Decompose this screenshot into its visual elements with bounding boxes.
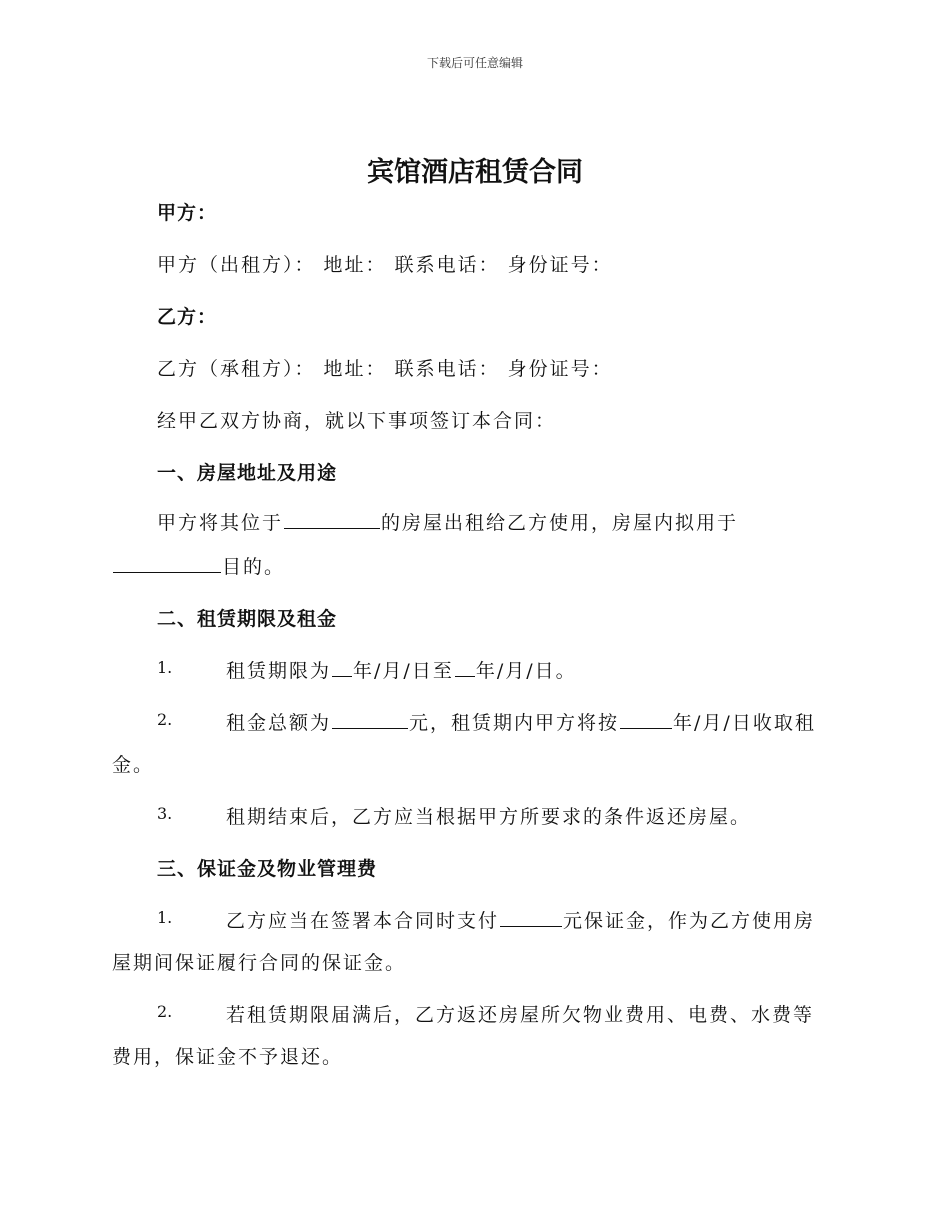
section2-item2-line2: 金。 (112, 754, 155, 776)
section2-item2-text-a: 租金总额为 (226, 712, 332, 734)
party-a-heading: 甲方： (157, 202, 218, 224)
section2-item3-number: 3. (157, 804, 173, 823)
party-b-heading: 乙方： (157, 306, 218, 328)
section3-heading: 三、保证金及物业管理费 (157, 858, 378, 880)
end-date-blank[interactable] (455, 675, 475, 677)
intro-text: 经甲乙双方协商，就以下事项签订本合同： (157, 410, 557, 432)
section3-item2-number: 2. (157, 1002, 173, 1021)
section1-line2 (112, 552, 285, 579)
start-date-blank[interactable] (332, 675, 352, 677)
party-a-detail: 甲方（出租方）： 地址： 联系电话： 身份证号： (157, 254, 613, 276)
section1-line1 (157, 508, 738, 535)
section2-item1-text-a: 租赁期限为 (226, 660, 332, 682)
section2-item2-text-b: 元，租赁期内甲方将按 (409, 712, 620, 734)
section2-item1 (226, 656, 577, 683)
section2-heading: 二、租赁期限及租金 (157, 608, 338, 630)
section3-item1-number: 1. (157, 908, 173, 927)
rent-total-blank[interactable] (332, 727, 408, 729)
section3-item1-text-a: 乙方应当在签署本合同时支付 (226, 910, 500, 932)
section2-item1-text-c: 年/月/日。 (475, 660, 577, 682)
section2-item2-number: 2. (157, 710, 173, 729)
section3-item1-line2: 屋期间保证履行合同的保证金。 (112, 952, 407, 974)
address-blank[interactable] (284, 527, 380, 529)
section3-item1-text-b: 元保证金，作为乙方使用房 (563, 910, 816, 932)
rent-schedule-blank[interactable] (620, 727, 672, 729)
section2-item2-text-c: 年/月/日收取租 (673, 712, 816, 734)
section1-line1-text-a: 甲方将其位于 (157, 512, 284, 534)
section1-line1-text-b: 的房屋出租给乙方使用，房屋内拟用于 (381, 512, 739, 534)
section2-item1-number: 1. (157, 658, 173, 677)
document-title: 宾馆酒店租赁合同 (367, 157, 583, 188)
section3-item1-line1 (226, 906, 815, 933)
section3-item2-line2: 费用，保证金不予退还。 (112, 1046, 344, 1068)
section3-item2-line1: 若租赁期限届满后，乙方返还房屋所欠物业费用、电费、水费等 (226, 1004, 815, 1026)
deposit-blank[interactable] (500, 925, 562, 927)
section1-heading: 一、房屋地址及用途 (157, 462, 338, 484)
section1-line2-text: 目的。 (222, 556, 286, 578)
header-note: 下载后可任意编辑 (426, 56, 523, 70)
party-b-detail: 乙方（承租方）： 地址： 联系电话： 身份证号： (157, 358, 613, 380)
section2-item2-line1 (226, 708, 816, 735)
section2-item3: 租期结束后，乙方应当根据甲方所要求的条件返还房屋。 (226, 806, 752, 828)
section2-item1-text-b: 年/月/日至 (353, 660, 454, 682)
purpose-blank[interactable] (113, 571, 221, 573)
